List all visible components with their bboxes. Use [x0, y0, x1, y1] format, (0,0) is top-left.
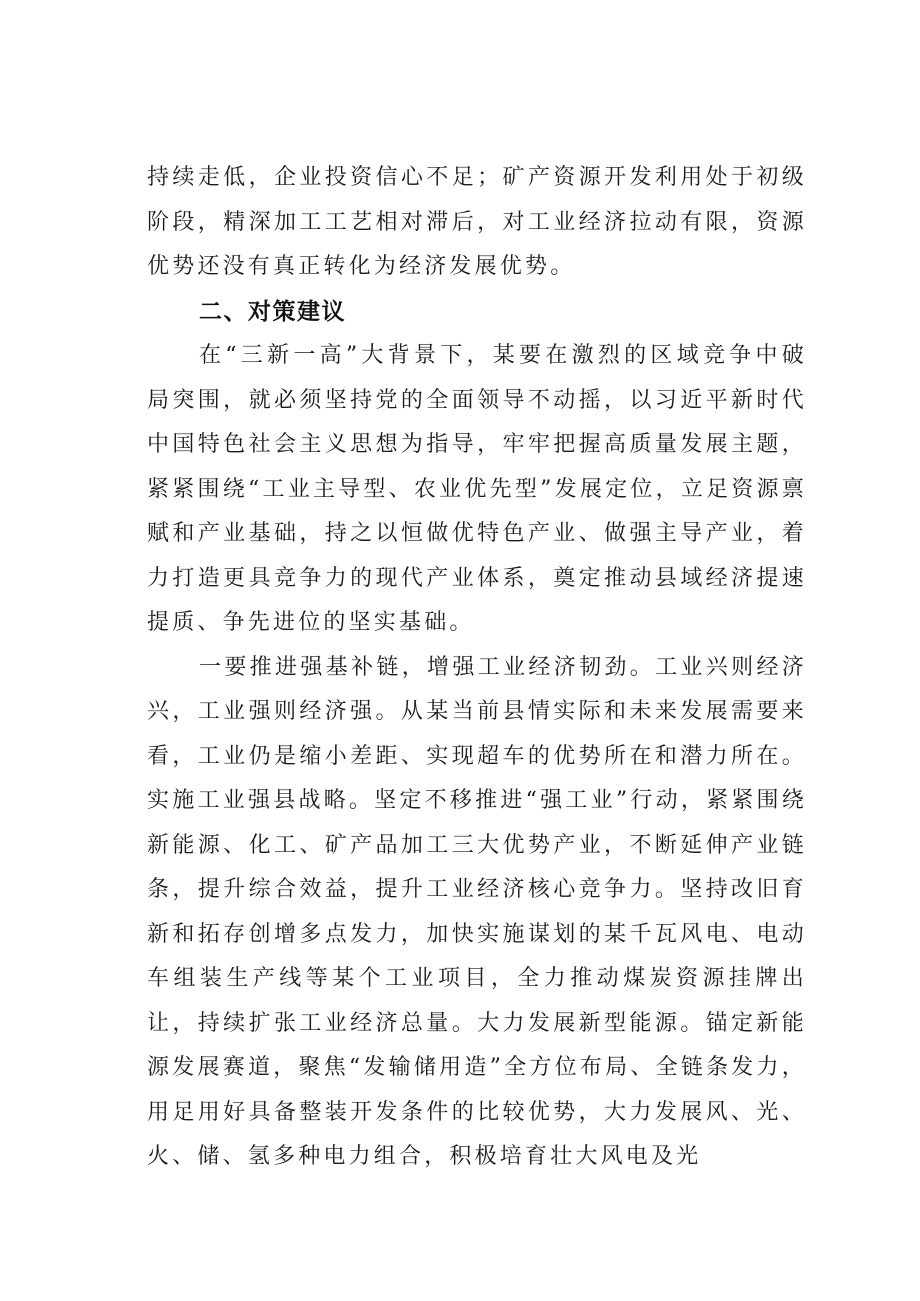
paragraph-first-measure: 一要推进强基补链，增强工业经济韧劲。工业兴则经济兴，工业强则经济强。从某当前县情实际和未来发展需要来看，工业仍是缩小差距、实现超车的优势所在和潜力所在。实施工业强县战略。坚定不移推进“强工业”行动，紧紧围绕新能源、化工、矿产品加工三大优势产业，不断延伸产业链条，提升综合效益，提升工业经济核心竞争力。坚持改旧育新和拓存创增多点发力，加快实施谋划的某千瓦风电、电动车组装生产线等某个工业项目，全力推动煤炭资源挂牌出让，持续扩张工业经济总量。大力发展新型能源。锚定新能源发展赛道，聚焦“发输储用造”全方位布局、全链条发力，用足用好具备整装开发条件的比较优势，大力发展风、光、火、储、氢多种电力组合，积极培育壮大风电及光: [147, 654, 807, 1169]
section-heading: 二、对策建议: [199, 298, 346, 325]
paragraph-intro: 在“三新一高”大背景下，某要在激烈的区域竞争中破局突围，就必须坚持党的全面领导不动摇，以习近平新时代中国特色社会主义思想为指导，牢牢把握高质量发展主题，紧紧围绕“工业主导型、农业优先型”发展定位，立足资源禀赋和产业基础，持之以恒做优特色产业、做强主导产业，着力打造更具竞争力的现代产业体系，奠定推动县域经济提速提质、争先进位的坚实基础。: [147, 343, 807, 635]
paragraph-continued: 持续走低，企业投资信心不足；矿产资源开发利用处于初级阶段，精深加工工艺相对滞后，对工业经济拉动有限，资源优势还没有真正转化为经济发展优势。: [147, 165, 807, 279]
document-body: [147, 156, 807, 1180]
